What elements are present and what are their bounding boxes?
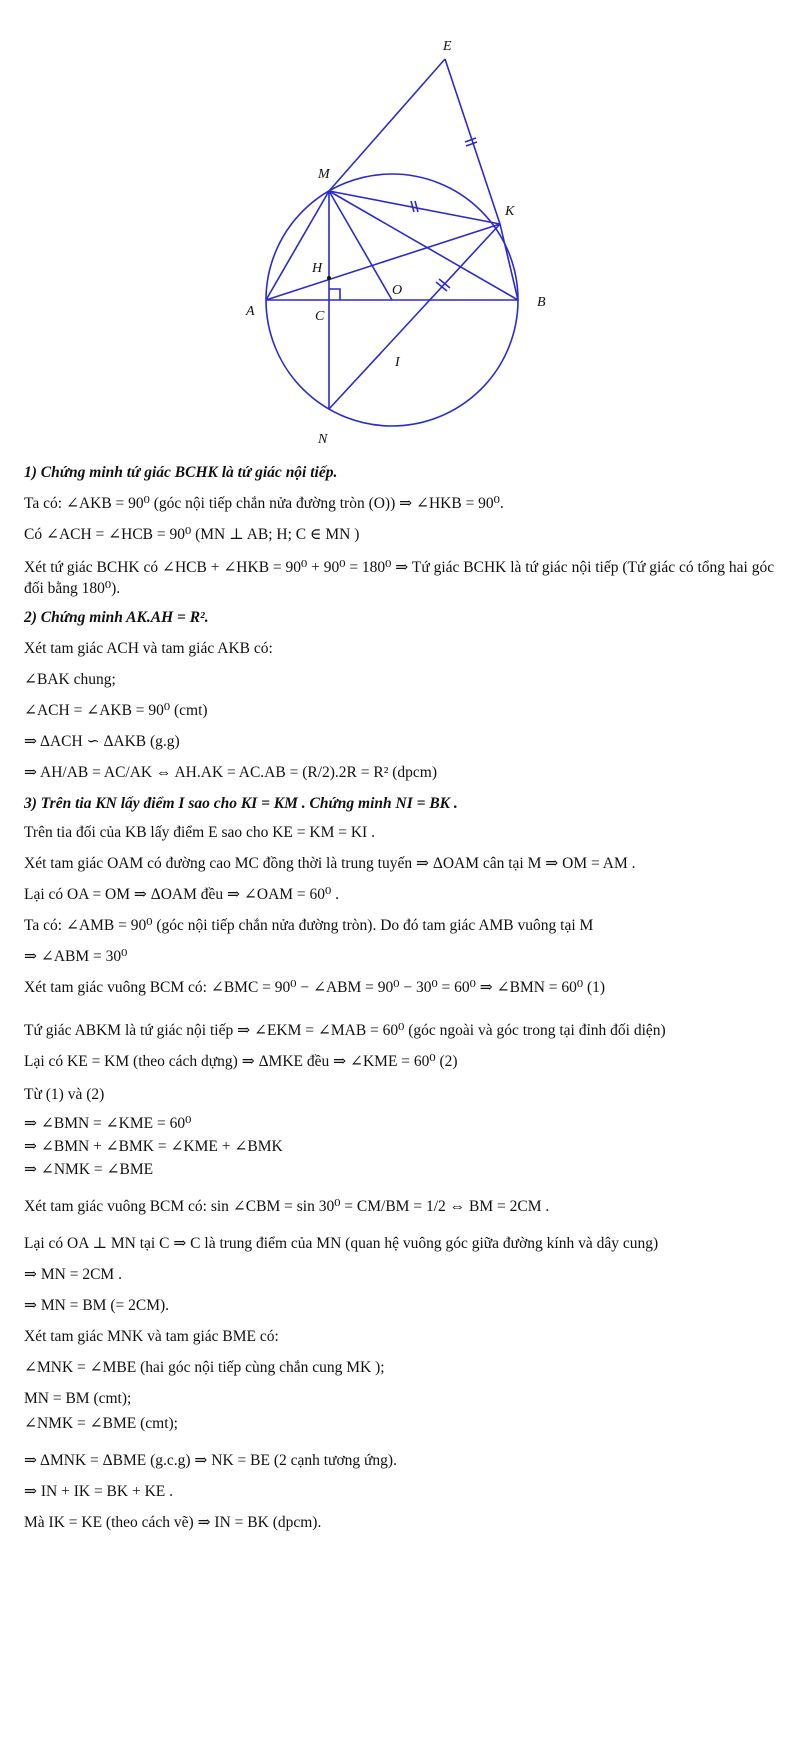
text-line: ⇒ ∠BMN + ∠BMK = ∠KME + ∠BMK — [24, 1138, 283, 1155]
text-line: ∠NMK = ∠BME (cmt); — [24, 1415, 178, 1432]
text-line: Lại có OA ⊥ MN tại C ⇒ C là trung điểm của MN (quan hệ vuông góc giữa đường kính và dây cung) — [24, 1235, 659, 1252]
tick-EK-2 — [466, 142, 477, 146]
solution-text — [24, 462, 784, 1533]
text-line: Tứ giác ABKM là tứ giác nội tiếp ⇒ ∠EKM = ∠MAB = 60⁰ (góc ngoài và góc trong tại đỉnh đối diện) — [24, 1022, 666, 1039]
text-line: Trên tia đối của KB lấy điểm E sao cho KE = KM = KI . — [24, 824, 375, 841]
text-line: ⇒ AH/AB = AC/AK ⇔ AH.AK = AC.AB = (R/2).2R = R² (dpcm) — [24, 764, 437, 781]
label-O: O — [392, 283, 403, 298]
segment-MB — [329, 191, 518, 300]
text-line: Xét tam giác vuông BCM có: sin ∠CBM = sin 30⁰ = CM/BM = 1/2 ⇔ BM = 2CM . — [24, 1198, 550, 1215]
text-line: MN = BM (cmt); — [24, 1390, 132, 1407]
text-line: ⇒ ΔACH ∽ ΔAKB (g.g) — [24, 733, 180, 750]
text-line: Xét tam giác OAM có đường cao MC đồng thời là trung tuyến ⇒ ΔOAM cân tại M ⇒ OM = AM . — [24, 855, 636, 872]
text-line: ∠ACH = ∠AKB = 90⁰ (cmt) — [24, 702, 208, 719]
text-line: Xét tứ giác BCHK có ∠HCB + ∠HKB = 90⁰ + 90⁰ = 180⁰ ⇒ Tứ giác BCHK là tứ giác nội tiếp (Tứ giác có tổng hai góc đối bằng 180⁰). — [24, 559, 775, 597]
text-line: Xét tam giác MNK và tam giác BME có: — [24, 1328, 279, 1345]
text-line: ⇒ MN = BM (= 2CM). — [24, 1297, 170, 1314]
text-line: Xét tam giác vuông BCM có: ∠BMC = 90⁰ − ∠ABM = 90⁰ − 30⁰ = 60⁰ ⇒ ∠BMN = 60⁰ (1) — [24, 979, 606, 996]
text-line: Xét tam giác ACH và tam giác AKB có: — [24, 640, 273, 657]
section-heading: 2) Chứng minh AK.AH = R². — [24, 609, 209, 626]
label-K: K — [505, 204, 515, 219]
text-line: Ta có: ∠AMB = 90⁰ (góc nội tiếp chắn nửa đường tròn). Do đó tam giác AMB vuông tại M — [24, 917, 594, 934]
segment-AM — [266, 191, 329, 300]
section-heading: 3) Trên tia KN lấy điểm I sao cho KI = KM . Chứng minh NI = BK . — [24, 795, 458, 812]
label-N: N — [318, 432, 328, 447]
geometry-diagram — [0, 0, 800, 450]
point-H — [327, 276, 331, 280]
text-line: Lại có OA = OM ⇒ ΔOAM đều ⇒ ∠OAM = 60⁰ . — [24, 886, 340, 903]
label-B: B — [537, 295, 546, 310]
text-line: Từ (1) và (2) — [24, 1086, 105, 1103]
segment-MO — [329, 191, 392, 300]
text-line: ⇒ IN + IK = BK + KE . — [24, 1483, 173, 1500]
segment-KB — [500, 224, 518, 300]
section-heading: 1) Chứng minh tứ giác BCHK là tứ giác nội tiếp. — [24, 464, 338, 481]
label-I: I — [395, 355, 400, 370]
tick-EK — [465, 138, 476, 142]
text-line: ∠MNK = ∠MBE (hai góc nội tiếp cùng chắn cung MK ); — [24, 1359, 385, 1376]
tick-MK-2 — [415, 201, 418, 212]
text-line: ⇒ ∠BMN = ∠KME = 60⁰ — [24, 1115, 192, 1132]
text-line: Ta có: ∠AKB = 90⁰ (góc nội tiếp chắn nửa đường tròn (O)) ⇒ ∠HKB = 90⁰. — [24, 495, 504, 512]
label-M: M — [318, 167, 330, 182]
segment-ME — [329, 59, 445, 191]
label-C: C — [315, 309, 325, 324]
right-angle-mark — [329, 289, 340, 300]
text-line: ⇒ MN = 2CM . — [24, 1266, 122, 1283]
text-line: Mà IK = KE (theo cách vẽ) ⇒ IN = BK (dpcm). — [24, 1514, 322, 1531]
text-line: ⇒ ∠ABM = 30⁰ — [24, 948, 128, 965]
segment-EK — [445, 59, 500, 224]
label-H: H — [312, 261, 323, 276]
label-A: A — [246, 304, 255, 319]
text-line: ⇒ ΔMNK = ΔBME (g.c.g) ⇒ NK = BE (2 cạnh tương ứng). — [24, 1452, 397, 1469]
text-line: Lại có KE = KM (theo cách dựng) ⇒ ΔMKE đều ⇒ ∠KME = 60⁰ (2) — [24, 1053, 458, 1070]
label-E: E — [443, 39, 452, 54]
text-line: Có ∠ACH = ∠HCB = 90⁰ (MN ⊥ AB; H; C ∈ MN ) — [24, 526, 360, 543]
text-line: ∠BAK chung; — [24, 671, 116, 688]
geometry-figure — [0, 0, 800, 450]
text-line: ⇒ ∠NMK = ∠BME — [24, 1161, 154, 1178]
segment-MK — [329, 191, 500, 224]
